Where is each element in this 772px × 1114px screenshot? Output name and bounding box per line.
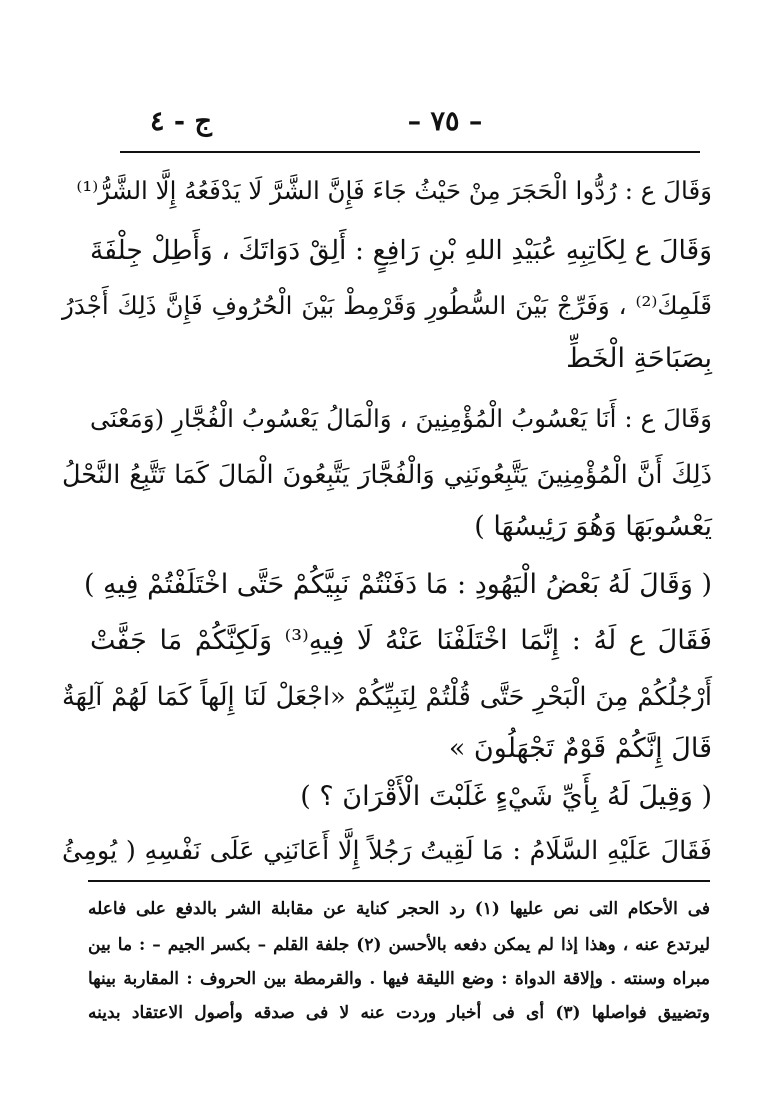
- footnote-line: ليرتدع عنه ، وهذا إذا لم يمكن دفعه بالأحسن (٢) جلفة القلم – بكسر الجيم – : ما بين: [88, 935, 710, 955]
- text-line: ذَلِكَ أَنَّ الْمُؤْمِنِينَ يَتَّبِعُونَنِي وَالْفُجَّارَ يَتَّبِعُونَ الْمَالَ كَمَا تَتَّبِعُ النَّحْلُ: [62, 460, 712, 490]
- page-header: [120, 106, 700, 146]
- text-line: بِصَبَاحَةِ الْخَطِّ: [566, 343, 712, 374]
- text-line: أَرْجُلُكُمْ مِنَ الْبَحْرِ حَتَّى قُلْتُمْ لِنَبِيِّكُمْ «اجْعَلْ لَنَا إِلَهاً كَمَا لَهُمْ آلِهَةٌ: [62, 682, 712, 712]
- volume-label: ج - ٤: [150, 106, 212, 137]
- text-line: ( وَقِيلَ لَهُ بِأَيِّ شَيْءٍ غَلَبْتَ الْأَقْرَانَ ؟ ): [300, 781, 712, 812]
- page-number: – ٧٥ –: [407, 106, 483, 137]
- footnote-rule: [88, 880, 710, 882]
- text-line: قَلَمِكَ⁽²⁾ ، وَفَرِّجْ بَيْنَ السُّطُورِ وَقَرْمِطْ بَيْنَ الْحُرُوفِ فَإِنَّ ذَلِكَ أَجْدَرُ: [62, 291, 712, 320]
- text-line: وَقَالَ ع لِكَاتِبِهِ عُبَيْدِ اللهِ بْنِ رَافِعٍ : أَلِقْ دَوَاتَكَ ، وَأَطِلْ جِلْفَةَ: [90, 235, 712, 266]
- footnote-line: فى الأحكام التى نص عليها (١) رد الحجر كناية عن مقابلة الشر بالدفع على فاعله: [88, 899, 710, 919]
- text-line: وَقَالَ ع : أَنَا يَعْسُوبُ الْمُؤْمِنِينَ ، وَالْمَالُ يَعْسُوبُ الْفُجَّارِ (وَمَعْنَى: [90, 404, 712, 433]
- footnote-line: مبراه وسنته . وإلاقة الدواة : وضع الليقة فيها . والقرمطة بين الحروف : المقاربة بينها: [88, 969, 710, 989]
- text-line: فَقَالَ عَلَيْهِ السَّلَامُ : مَا لَقِيتُ رَجُلاً إِلَّا أَعَانَنِي عَلَى نَفْسِهِ ( يُومِئُ: [62, 836, 712, 866]
- text-line: فَقَالَ ع لَهُ : إِنَّمَا اخْتَلَفْنَا عَنْهُ لَا فِيهِ⁽³⁾ وَلَكِنَّكُمْ مَا جَفَّتْ: [90, 625, 712, 656]
- footnote-line: وتضييق فواصلها (٣) أى فى أخبار وردت عنه لا فى صدقه وأصول الاعتقاد بدينه: [88, 1003, 710, 1023]
- text-line: وَقَالَ ع : رُدُّوا الْحَجَرَ مِنْ حَيْثُ جَاءَ فَإِنَّ الشَّرَّ لَا يَدْفَعُهُ إِلَّا الشَّرُّ⁽¹⁾: [76, 176, 712, 205]
- text-line: قَالَ إِنَّكُمْ قَوْمٌ تَجْهَلُونَ »: [448, 733, 712, 764]
- header-rule: [120, 151, 700, 153]
- text-line: يَعْسُوبَهَا وَهُوَ رَئِيسُهَا ): [474, 511, 712, 542]
- text-line: ( وَقَالَ لَهُ بَعْضُ الْيَهُودِ : مَا دَفَنْتُمْ نَبِيَّكُمْ حَتَّى اخْتَلَفْتُمْ فِيهِ ): [83, 569, 712, 600]
